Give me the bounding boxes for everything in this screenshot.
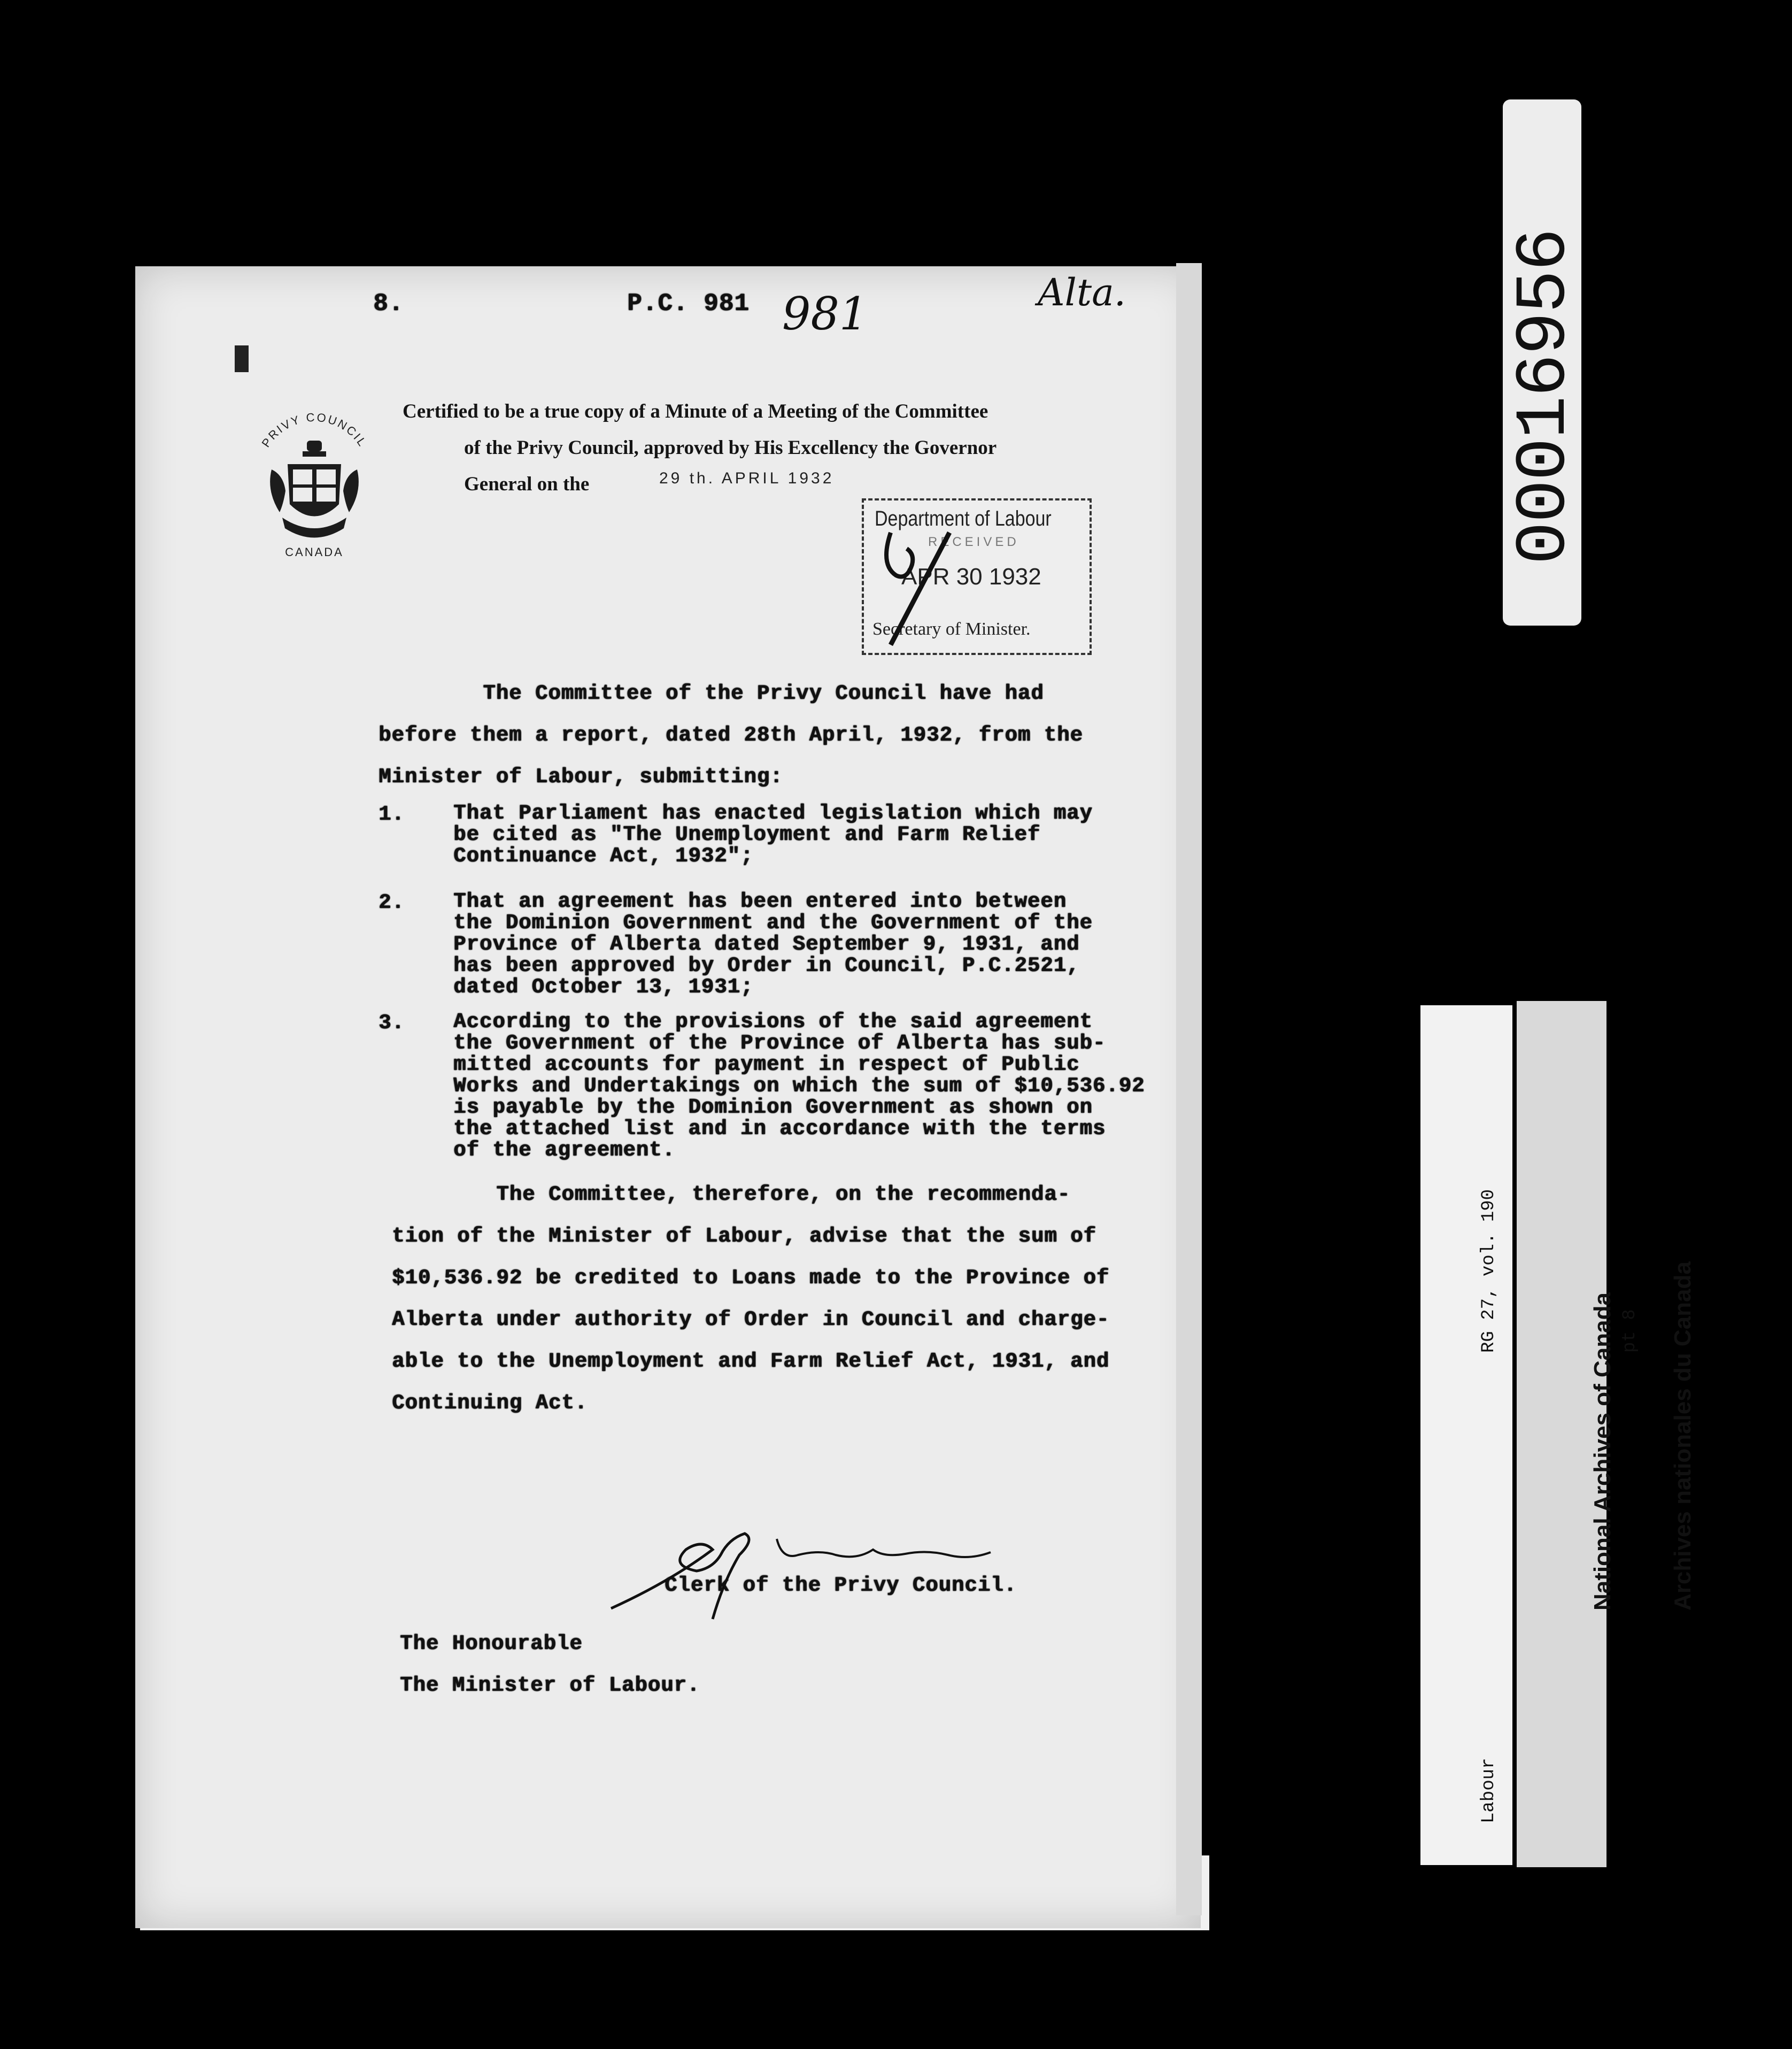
item-line: of the agreement. [453, 1138, 675, 1162]
certification-line-3: General on the [464, 473, 590, 495]
reference-line-3: pt 8 [1620, 1309, 1640, 1353]
pc-number-typed: P.C. 981 [627, 290, 750, 318]
item-line: be cited as "The Unemployment and Farm Relief [453, 823, 1041, 846]
clerk-title: Clerk of the Privy Council. [665, 1574, 1017, 1597]
item-line: the attached list and in accordance with the terms [453, 1117, 1106, 1141]
privy-council-crest [250, 411, 379, 571]
body-line: before them a report, dated 28th April, 1932, from the [379, 723, 1083, 747]
certification-date: 29 th. APRIL 1932 [659, 469, 835, 487]
reference-line-1: RG 27, vol. 190 [1479, 1189, 1499, 1353]
certification-line-2: of the Privy Council, approved by His Excellency the Governor [464, 437, 997, 459]
closing-paragraph [392, 1174, 1109, 1424]
item-line: the Dominion Government and the Government of the [453, 911, 1093, 935]
closing-line: Alberta under authority of Order in Council and charge- [392, 1308, 1110, 1331]
institution-line-1: National Archives of Canada [1589, 1292, 1616, 1611]
crest-top-text: PRIVY COUNCIL [259, 411, 370, 450]
body-line: Minister of Labour, submitting: [379, 765, 783, 789]
institution-block [1536, 1261, 1750, 1611]
sheet-edge [1176, 263, 1202, 1915]
closing-line: $10,536.92 be credited to Loans made to the Province of [392, 1266, 1110, 1290]
crest-bottom-text: CANADA [285, 545, 344, 559]
item-line: the Government of the Province of Alberta has sub- [453, 1031, 1106, 1055]
institution-line-2: Archives nationales du Canada [1670, 1261, 1696, 1611]
closing-line: Continuing Act. [392, 1391, 588, 1415]
pc-number-handwritten: 981 [782, 288, 868, 340]
item-number: 2. [379, 891, 405, 914]
item-line: That an agreement has been entered into between [453, 890, 1067, 913]
closing-line: tion of the Minister of Labour, advise that the sum of [392, 1224, 1096, 1248]
address-line-1: The Honourable [400, 1632, 583, 1655]
punch-mark [235, 345, 249, 372]
address-line-2: The Minister of Labour. [400, 1674, 700, 1697]
body-line: The Committee of the Privy Council have had [379, 682, 1044, 705]
item-line: has been approved by Order in Council, P.C.2521, [453, 954, 1080, 977]
item-line: is payable by the Dominion Government as shown on [453, 1096, 1093, 1119]
item-number: 1. [379, 803, 405, 826]
certification-line-1: Certified to be a true copy of a Minute of a Meeting of the Committee [403, 400, 988, 422]
stamp-date: APR 30 1932 [901, 564, 1041, 590]
province-note: Alta. [1038, 271, 1126, 314]
stamp-received: RECEIVED [928, 535, 1019, 549]
page-marker: 8. [373, 290, 404, 318]
item-line: Province of Alberta dated September 9, 1931, and [453, 933, 1080, 956]
frame-number-strip [1503, 99, 1586, 626]
stamp-department: Department of Labour [875, 507, 1052, 530]
item-line: Works and Undertakings on which the sum of $10,536.92 [453, 1074, 1145, 1098]
body-paragraph [379, 673, 1083, 798]
closing-line: The Committee, therefore, on the recommenda- [392, 1183, 1070, 1206]
received-stamp [862, 498, 1092, 655]
item-line: Continuance Act, 1932"; [453, 844, 754, 868]
item-line: That Parliament has enacted legislation which may [453, 802, 1093, 825]
item-number: 3. [379, 1011, 405, 1035]
clerk-signature [606, 1518, 1033, 1624]
item-line: According to the provisions of the said agreement [453, 1010, 1093, 1034]
stamp-secretary: Secretary of Minister. [872, 619, 1031, 639]
subject-line-1: Labour [1479, 1758, 1499, 1823]
item-line: dated October 13, 1931; [453, 975, 754, 999]
item-line: mitted accounts for payment in respect of Public [453, 1053, 1080, 1076]
closing-line: able to the Unemployment and Farm Relief Act, 1931, and [392, 1350, 1110, 1373]
frame-number: 00016956 [1504, 229, 1586, 565]
stamp-initials-mark [875, 522, 960, 650]
